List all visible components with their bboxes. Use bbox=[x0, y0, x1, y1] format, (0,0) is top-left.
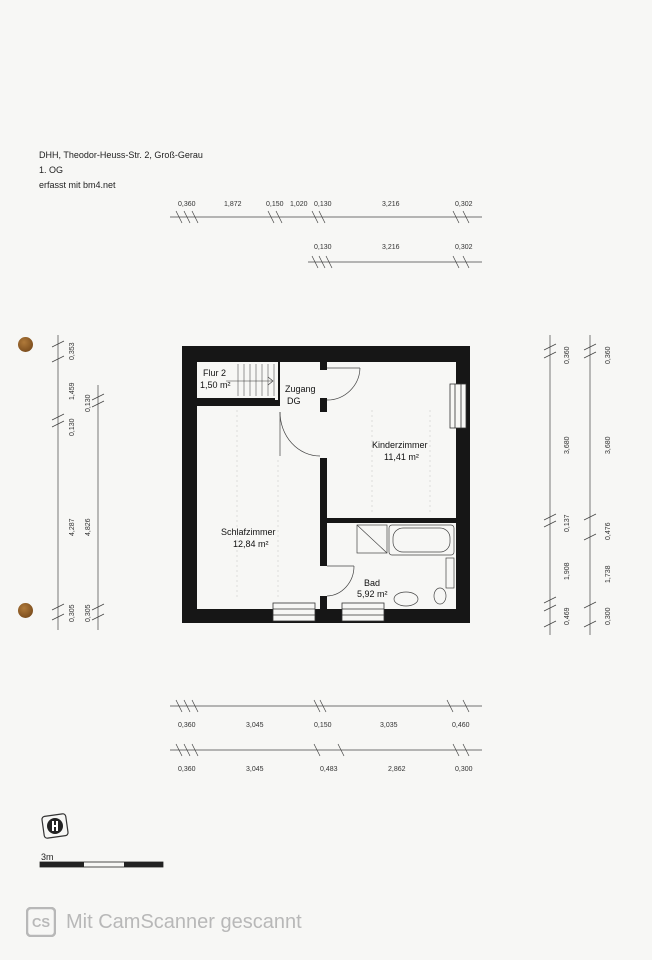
dim-right2-3: 3,680 bbox=[605, 436, 612, 454]
dim-right2-1: 1,738 bbox=[605, 565, 612, 583]
dim-right-columns bbox=[544, 335, 596, 635]
dim-top2-1: 3,216 bbox=[382, 244, 400, 251]
dim-bot2-4: 0,300 bbox=[455, 766, 473, 773]
dim-left1-4: 0,353 bbox=[69, 342, 76, 360]
scale-label: 3m bbox=[41, 852, 54, 862]
dim-left2-0: 0,305 bbox=[85, 604, 92, 622]
dim-bot1-2: 0,150 bbox=[314, 722, 332, 729]
room-flur-area: 1,50 m² bbox=[200, 380, 231, 390]
camscanner-logo-text: CS bbox=[31, 915, 51, 930]
dim-right1-3: 3,680 bbox=[564, 436, 571, 454]
room-flur-name: Flur 2 bbox=[203, 368, 227, 378]
dim-bottom-row1 bbox=[170, 700, 482, 712]
dim-right1-4: 0,360 bbox=[564, 346, 571, 364]
dim-left1-2: 0,130 bbox=[69, 418, 76, 436]
dim-right2-0: 0,300 bbox=[605, 607, 612, 625]
dim-top1-1: 1,872 bbox=[224, 201, 242, 208]
room-kinder-area: 11,41 m² bbox=[384, 452, 419, 462]
dim-right1-0: 0,469 bbox=[564, 607, 571, 625]
dim-top-row2 bbox=[308, 256, 482, 268]
header-floor: 1. OG bbox=[39, 165, 64, 175]
room-bad-name: Bad bbox=[364, 578, 381, 588]
dim-bot2-0: 0,360 bbox=[178, 766, 196, 773]
room-schlaf-name: Schlafzimmer bbox=[221, 527, 276, 537]
dim-right1-2: 0,137 bbox=[564, 514, 571, 532]
dim-bot2-2: 0,483 bbox=[320, 766, 338, 773]
dim-right1-1: 1,908 bbox=[564, 562, 571, 580]
dim-bot2-1: 3,045 bbox=[246, 766, 264, 773]
dim-bot1-3: 3,035 bbox=[380, 722, 398, 729]
dim-top1-4: 0,130 bbox=[314, 201, 332, 208]
dim-bot1-4: 0,460 bbox=[452, 722, 470, 729]
dim-top1-2: 0,150 bbox=[266, 201, 284, 208]
dim-bot1-1: 3,045 bbox=[246, 722, 264, 729]
header-address: DHH, Theodor-Heuss-Str. 2, Groß-Gerau bbox=[39, 150, 203, 160]
header-source: erfasst mit bm4.net bbox=[39, 180, 116, 190]
dim-bottom-row2 bbox=[170, 744, 482, 756]
dim-bot2-3: 2,862 bbox=[388, 766, 406, 773]
room-schlaf-area: 12,84 m² bbox=[233, 539, 269, 549]
dim-top1-3: 1,020 bbox=[290, 201, 308, 208]
dim-left1-3: 1,459 bbox=[69, 382, 76, 400]
room-zugang-name: Zugang bbox=[285, 384, 316, 394]
dim-top1-5: 3,216 bbox=[382, 201, 400, 208]
dim-right2-4: 0,360 bbox=[605, 346, 612, 364]
room-kinder-name: Kinderzimmer bbox=[372, 440, 428, 450]
scale-bar bbox=[40, 862, 163, 867]
dim-right2-2: 0,476 bbox=[605, 522, 612, 540]
room-zugang-sub: DG bbox=[287, 396, 301, 406]
dim-left2-1: 4,826 bbox=[85, 518, 92, 536]
dim-left1-0: 0,305 bbox=[69, 604, 76, 622]
camscanner-watermark: Mit CamScanner gescannt bbox=[66, 911, 302, 933]
dim-bot1-0: 0,360 bbox=[178, 722, 196, 729]
dim-left-columns bbox=[52, 335, 104, 630]
dim-top-row1 bbox=[170, 211, 482, 223]
room-bad-area: 5,92 m² bbox=[357, 589, 388, 599]
dim-top1-6: 0,302 bbox=[455, 201, 473, 208]
dim-top2-2: 0,302 bbox=[455, 244, 473, 251]
dim-left2-2: 0,130 bbox=[85, 394, 92, 412]
dim-top1-0: 0,360 bbox=[178, 201, 196, 208]
camscanner-logo-icon bbox=[26, 907, 56, 937]
compass-icon bbox=[42, 813, 69, 838]
dim-left1-1: 4,287 bbox=[69, 518, 76, 536]
dim-top2-0: 0,130 bbox=[314, 244, 332, 251]
